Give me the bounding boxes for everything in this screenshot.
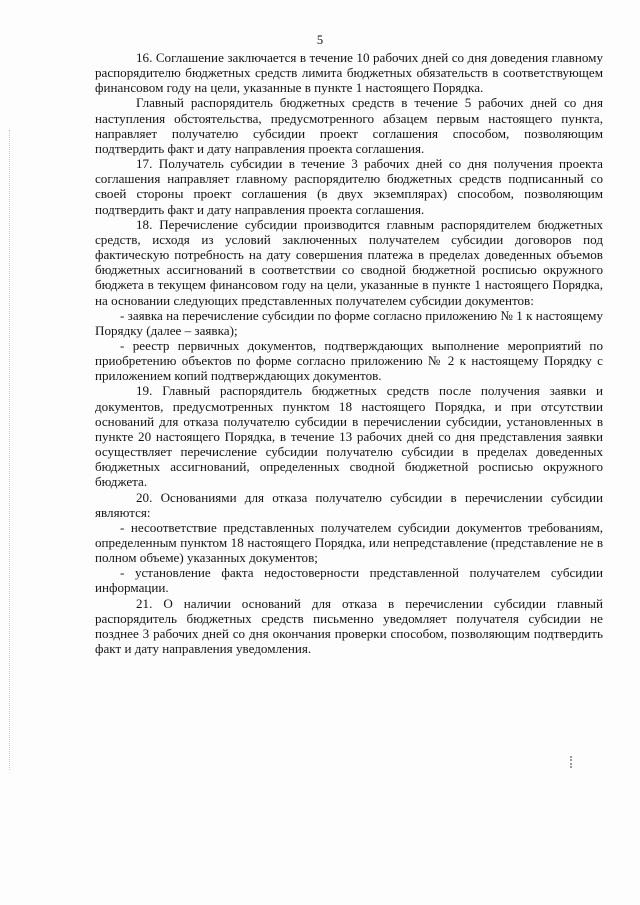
paragraph-21: 21. О наличии оснований для отказа в перечислении субсидии главный распорядитель бюджетных средств письменно уведомляет получателя субсидии не позднее 3 рабочих дней со дня окончания проверки способом, позволяющим подтвердить факт и дату направления уведомления.	[95, 595, 603, 657]
paragraph-16: 16. Соглашение заключается в течение 10 рабочих дней со дня доведения главному распорядителю бюджетных средств лимита бюджетных обязательств в соответствующем финансовом году на цели, указанные в пункте 1 настоящего Порядка.	[95, 50, 603, 96]
list-item-registry: - реестр первичных документов, подтверждающих выполнение мероприятий по приобретению объектов по форме согласно приложению № 2 к настоящему Порядку с приложением копий подтверждающих документов.	[95, 337, 603, 384]
list-item-application: - заявка на перечисление субсидии по форме согласно приложению № 1 к настоящему Порядку (далее – заявка);	[95, 307, 603, 338]
paragraph-17: 17. Получатель субсидии в течение 3 рабочих дней со дня получения проекта соглашения направляет главному распорядителю бюджетных средств подписанный со своей стороны проект соглашения (в двух экземплярах) способом, позволяющим подтвердить факт и дату направления проекта соглашения.	[95, 156, 603, 217]
paragraph-19: 19. Главный распорядитель бюджетных средств после получения заявки и документов, предусмотренных пунктом 18 настоящего Порядка, и при отсутствии оснований для отказа получателю субсидии в перечислении субсидии, установленных в пункте 20 настоящего Порядка, в течение 13 рабочих дней со дня представления заявки осуществляет перечисление субсидии получателю субсидии в пределах доведенных бюджетных ассигнований, определенных сводной бюджетной росписью окружного бюджета.	[95, 383, 603, 490]
paragraph-16-part-2: Главный распорядитель бюджетных средств в течение 5 рабочих дней со дня наступления обстоятельства, предусмотренного абзацем первым настоящего пункта, направляет получателю субсидии проект соглашения способом, позволяющим подтвердить факт и дату направления проекта соглашения.	[95, 95, 603, 156]
list-item-false-info: - установление факта недостоверности представленной получателем субсидии информации.	[95, 565, 603, 596]
scan-edge-artifact	[9, 130, 11, 770]
scan-mark-artifact	[570, 756, 574, 768]
document-body	[95, 50, 603, 656]
page-number: 5	[316, 33, 324, 47]
paragraph-20: 20. Основаниями для отказа получателю субсидии в перечислении субсидии являются:	[95, 489, 603, 520]
paragraph-18: 18. Перечисление субсидии производится главным распорядителем бюджетных средств, исходя из условий заключенных получателем субсидии договоров под фактическую потребность на дату совершения платежа в пределах доведенных объемов бюджетных ассигнований в соответствии со сводной бюджетной росписью окружного бюджета в текущем финансовом году на цели, указанные в пункте 1 настоящего Порядка, на основании следующих представленных получателем субсидии документов:	[95, 216, 603, 308]
list-item-noncompliance: - несоответствие представленных получателем субсидии документов требованиям, определенным пунктом 18 настоящего Порядка, или непредставление (представление не в полном объеме) указанных документов;	[95, 519, 603, 566]
